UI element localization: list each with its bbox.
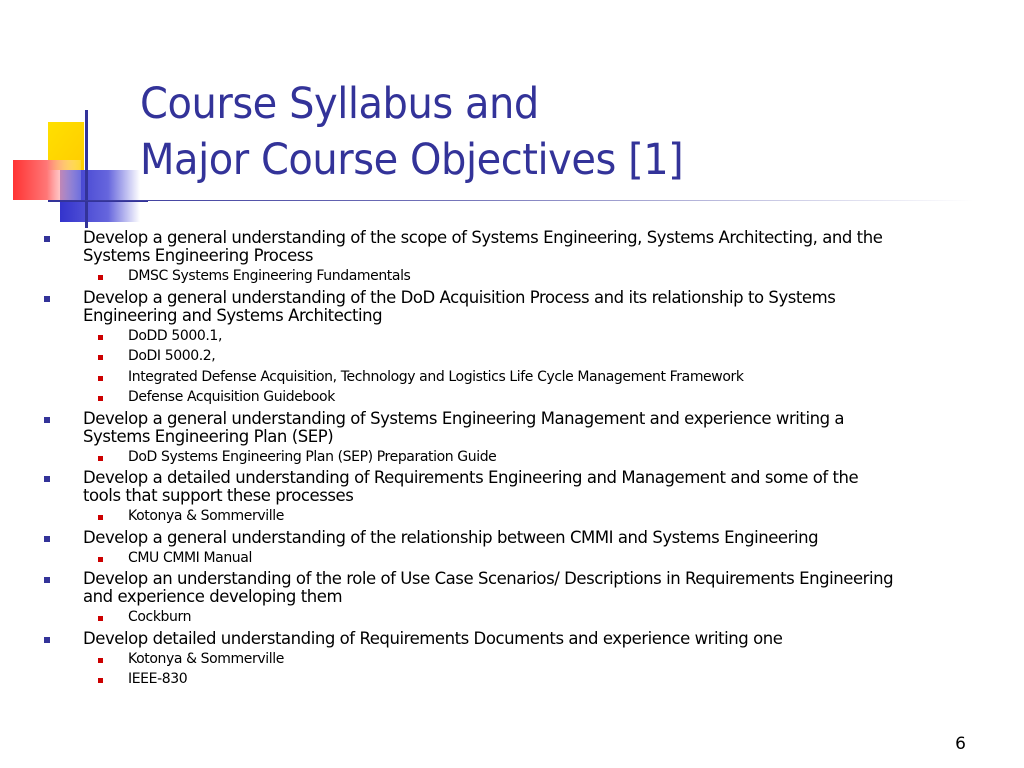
slide-title-line2: Major Course Objectives [1]: [140, 135, 684, 185]
reference-text: Cockburn: [128, 609, 192, 625]
logo-red-block: [13, 160, 81, 200]
objective-text: Develop a general understanding of the relationship between CMMI and Systems Engineering: [83, 527, 819, 547]
reference-item: [0, 327, 1024, 348]
small-square-bullet-icon: [98, 335, 103, 340]
objective-text: Develop detailed understanding of Requirements Documents and experience writing one: [83, 628, 783, 648]
reference-item: [0, 650, 1024, 671]
reference-item: [0, 388, 1024, 409]
reference-text: Defense Acquisition Guidebook: [128, 389, 335, 405]
reference-list: [0, 327, 1024, 409]
objective-text: Develop a detailed understanding of Requirements Engineering and Management and some of the tools that support these processes: [83, 468, 859, 505]
reference-item: [0, 368, 1024, 389]
reference-list: [0, 267, 1024, 288]
page-number: 6: [955, 734, 966, 754]
square-bullet-icon: [44, 236, 50, 242]
small-square-bullet-icon: [98, 456, 103, 461]
reference-item: [0, 448, 1024, 469]
reference-item: [0, 549, 1024, 570]
small-square-bullet-icon: [98, 275, 103, 280]
reference-text: Integrated Defense Acquisition, Technology and Logistics Life Cycle Management Framework: [128, 368, 744, 385]
square-bullet-icon: [44, 577, 50, 583]
decorative-logo: [0, 100, 150, 230]
reference-list: [0, 448, 1024, 469]
reference-text: IEEE-830: [128, 671, 188, 687]
square-bullet-icon: [44, 637, 50, 643]
reference-item: [0, 347, 1024, 368]
objective-item: [0, 229, 1024, 288]
square-bullet-icon: [44, 536, 50, 542]
square-bullet-icon: [44, 296, 50, 302]
square-bullet-icon: [44, 417, 50, 423]
reference-text: DoD Systems Engineering Plan (SEP) Preparation Guide: [128, 448, 497, 465]
reference-list: [0, 650, 1024, 691]
reference-list: [0, 549, 1024, 570]
objective-text: Develop a general understanding of Systems Engineering Management and experience writing a Systems Engineering Plan (SEP): [83, 408, 845, 446]
reference-list: [0, 608, 1024, 629]
small-square-bullet-icon: [98, 376, 103, 381]
objective-text: Develop a general understanding of the scope of Systems Engineering, Systems Architecting, and the Systems Engineering Process: [83, 228, 883, 265]
objective-item: [0, 289, 1024, 409]
reference-item: [0, 507, 1024, 528]
reference-text: DoDD 5000.1,: [128, 327, 222, 344]
objective-item: [0, 630, 1024, 691]
small-square-bullet-icon: [98, 557, 103, 562]
square-bullet-icon: [44, 476, 50, 482]
reference-list: [0, 507, 1024, 528]
objective-item: [0, 469, 1024, 528]
reference-item: [0, 670, 1024, 691]
small-square-bullet-icon: [98, 678, 103, 683]
reference-text: Kotonya & Sommerville: [128, 508, 284, 524]
objective-item: [0, 570, 1024, 629]
reference-text: Kotonya & Sommerville: [128, 650, 284, 667]
slide-title: [140, 76, 683, 188]
objective-text: Develop a general understanding of the DoD Acquisition Process and its relationship to Systems Engineering and Systems Architecting: [83, 287, 836, 325]
small-square-bullet-icon: [98, 658, 103, 663]
small-square-bullet-icon: [98, 515, 103, 520]
objective-text: Develop an understanding of the role of Use Case Scenarios/ Descriptions in Requirements Engineering and experience developing them: [83, 569, 894, 606]
logo-vertical-line: [85, 110, 88, 228]
objective-item: [0, 529, 1024, 570]
reference-item: [0, 608, 1024, 629]
reference-text: DMSC Systems Engineering Fundamentals: [128, 268, 411, 284]
objective-item: [0, 410, 1024, 469]
reference-item: [0, 267, 1024, 288]
reference-text: CMU CMMI Manual: [128, 549, 252, 566]
objectives-list: [0, 229, 1024, 692]
slide-title-line1: Course Syllabus and: [140, 79, 539, 129]
small-square-bullet-icon: [98, 396, 103, 401]
title-divider: [50, 200, 974, 201]
small-square-bullet-icon: [98, 616, 103, 621]
reference-text: DoDI 5000.2,: [128, 348, 216, 364]
small-square-bullet-icon: [98, 355, 103, 360]
